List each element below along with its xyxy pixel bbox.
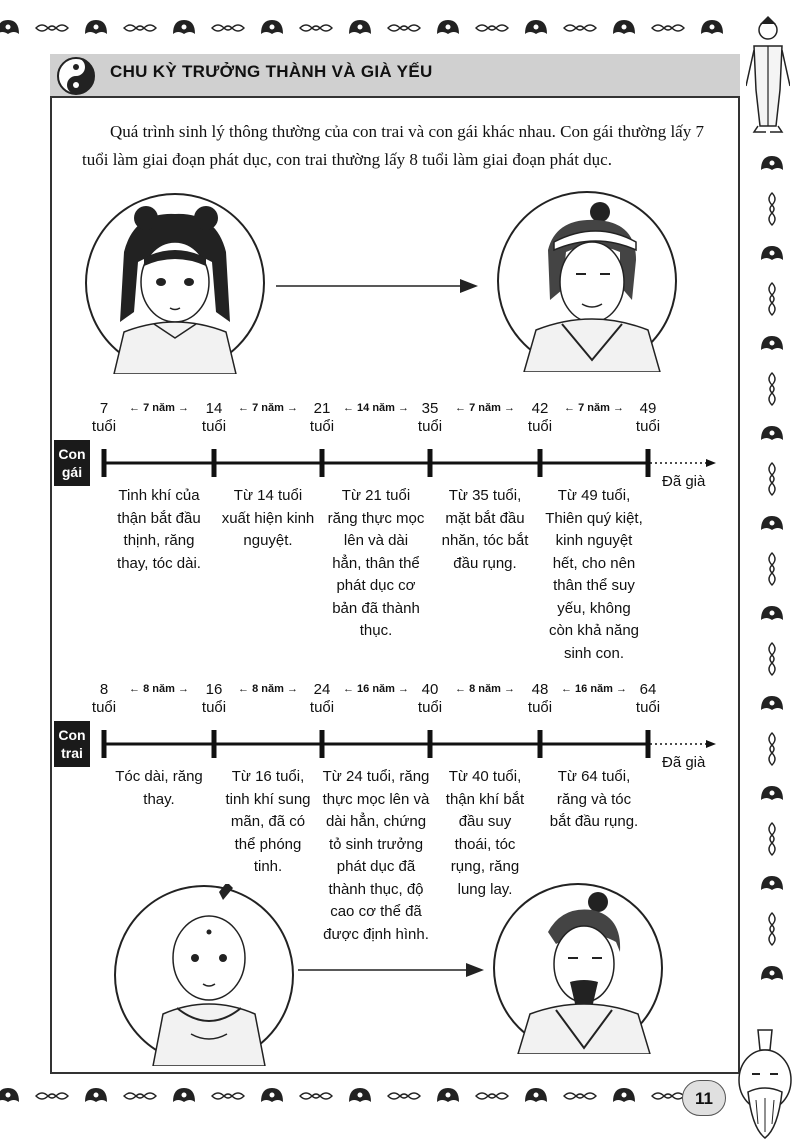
male-label-line2: trai xyxy=(61,745,83,761)
female-age-unit: tuổi xyxy=(91,418,117,435)
female-interval-4: ← 7 năm → xyxy=(564,402,624,414)
male-interval-4: ← 16 năm → xyxy=(560,683,628,695)
decorative-border-top xyxy=(0,12,740,44)
page-number: 11 xyxy=(682,1080,726,1116)
female-interval-0: ← 7 năm → xyxy=(129,402,189,414)
female-age-unit: tuổi xyxy=(417,418,443,435)
progression-arrow-female xyxy=(274,276,480,296)
male-age-value: 48 xyxy=(531,681,549,698)
female-age-value: 14 xyxy=(205,400,223,417)
female-age-unit: tuổi xyxy=(201,418,227,435)
female-label-line2: gái xyxy=(61,464,83,480)
young-boy-illustration xyxy=(113,884,295,1066)
old-man-illustration xyxy=(492,882,664,1054)
female-stage-description-2: Từ 21 tuổi răng thực mọc lên và dài hẳn, thân thể phát dục cơ bản đã thành thục. xyxy=(327,487,425,639)
male-age-value: 40 xyxy=(421,681,439,698)
male-stage-description-4: Từ 64 tuổi, răng và tóc bắt đầu rụng. xyxy=(549,768,639,830)
decorative-border-bottom xyxy=(0,1080,690,1112)
female-age-value: 7 xyxy=(99,400,109,417)
male-interval-0: ← 8 năm → xyxy=(129,683,189,695)
female-interval-3: ← 7 năm → xyxy=(455,402,515,414)
male-age-unit: tuổi xyxy=(527,699,553,716)
female-interval-1: ← 7 năm → xyxy=(238,402,298,414)
male-stage-description-2: Từ 24 tuổi, răng thực mọc lên và dài hẳn, chứng tỏ sinh trưởng phát dục đã thành thục, độ cao cơ thể đã được định hình. xyxy=(322,768,430,943)
scholar-figure-illustration xyxy=(746,16,790,134)
male-age-unit: tuổi xyxy=(91,699,117,716)
female-interval-2: ← 14 năm → xyxy=(342,402,410,414)
female-stage-description-4: Từ 49 tuổi, Thiên quý kiệt, kinh nguyệt hết, cho nên thân thể suy yếu, không còn khả năng sinh con. xyxy=(545,487,643,662)
female-age-value: 42 xyxy=(531,400,549,417)
male-interval-1: ← 8 năm → xyxy=(238,683,298,695)
male-age-unit: tuổi xyxy=(417,699,443,716)
female-age-unit: tuổi xyxy=(527,418,553,435)
female-stage-description-0: Tinh khí của thận bắt đầu thịnh, răng thay, tóc dài. xyxy=(117,487,201,572)
female-stage-description-1: Từ 14 tuổi xuất hiện kinh nguyệt. xyxy=(221,487,315,549)
female-age-unit: tuổi xyxy=(309,418,335,435)
intro-paragraph: Quá trình sinh lý thông thường của con trai và con gái khác nhau. Con gái thường lấy 7 tuổi làm giai đoạn phát dục, con trai thường lấy 8 tuổi làm giai đoạn phát dục. xyxy=(82,122,704,169)
male-row-label xyxy=(54,721,90,767)
male-age-unit: tuổi xyxy=(201,699,227,716)
male-age-unit: tuổi xyxy=(309,699,335,716)
male-age-value: 64 xyxy=(639,681,657,698)
female-age-value: 35 xyxy=(421,400,439,417)
female-age-unit: tuổi xyxy=(635,418,661,435)
male-age-value: 16 xyxy=(205,681,223,698)
old-woman-illustration xyxy=(496,190,678,372)
female-age-value: 49 xyxy=(639,400,657,417)
decorative-border-right xyxy=(752,148,792,1018)
male-age-value: 24 xyxy=(313,681,331,698)
old-sage-face-illustration xyxy=(734,1028,796,1140)
progression-arrow-male xyxy=(296,960,486,980)
male-interval-3: ← 8 năm → xyxy=(455,683,515,695)
male-age-value: 8 xyxy=(99,681,109,698)
young-girl-illustration xyxy=(84,192,266,374)
female-row-label xyxy=(54,440,90,486)
male-interval-2: ← 16 năm → xyxy=(342,683,410,695)
male-stage-description-0: Tóc dài, răng thay. xyxy=(115,768,203,808)
female-end-label: Đã già xyxy=(662,473,706,490)
female-stage-description-3: Từ 35 tuổi, mặt bắt đầu nhăn, tóc bắt đầu rụng. xyxy=(441,487,529,572)
male-label-line1: Con xyxy=(58,727,86,743)
male-stage-description-1: Từ 16 tuổi, tinh khí sung mãn, đã có thể phóng tinh. xyxy=(225,768,311,875)
male-end-label: Đã già xyxy=(662,754,706,771)
female-age-value: 21 xyxy=(313,400,331,417)
yin-yang-icon xyxy=(56,56,96,96)
male-age-unit: tuổi xyxy=(635,699,661,716)
section-title: CHU KỲ TRƯỞNG THÀNH VÀ GIÀ YẾU xyxy=(110,62,433,81)
female-label-line1: Con xyxy=(58,446,86,462)
male-stage-description-3: Từ 40 tuổi, thận khí bắt đầu suy thoái, tóc rụng, răng lung lay. xyxy=(445,768,525,898)
